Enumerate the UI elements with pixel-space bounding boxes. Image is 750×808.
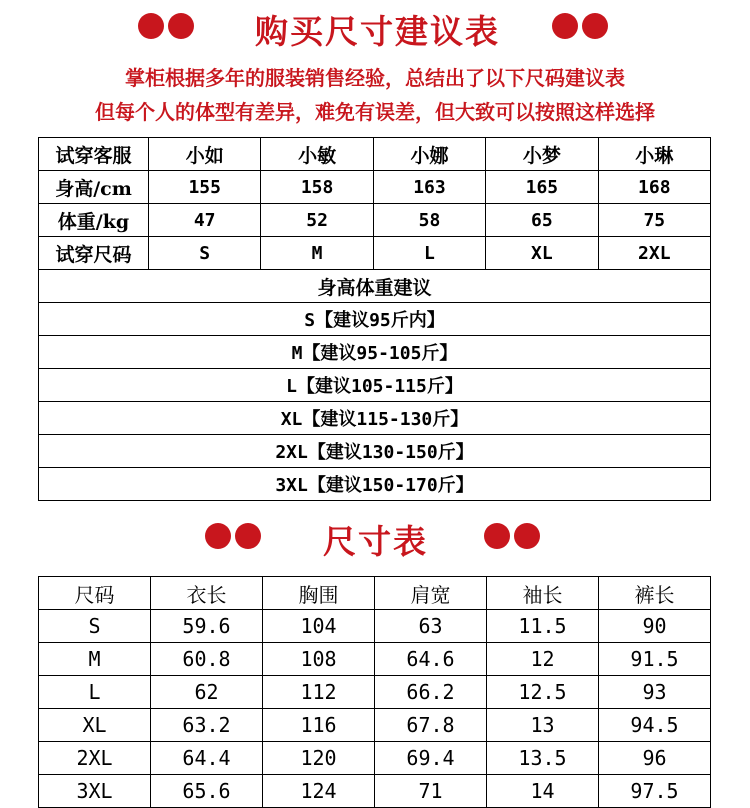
table-cell: 63.2 (151, 709, 263, 742)
intro-line-2: 但每个人的体型有差异，难免有误差，但大致可以按照这样选择 (95, 100, 655, 124)
table-cell: 97.5 (599, 775, 711, 808)
fit-weight-row (39, 204, 711, 237)
table-cell: 52 (261, 204, 373, 237)
size-title-dot-left (205, 523, 261, 553)
table-cell: 75 (598, 204, 710, 237)
table-row (39, 676, 711, 709)
fit-table (38, 137, 711, 501)
table-cell: 112 (263, 676, 375, 709)
intro-line-1: 掌柜根据多年的服装销售经验，总结出了以下尺码建议表 (125, 66, 625, 90)
table-header-cell: 衣长 (151, 577, 263, 610)
table-cell: 91.5 (599, 643, 711, 676)
suggest-row (39, 303, 711, 336)
table-cell: 14 (487, 775, 599, 808)
table-cell: 58 (373, 204, 485, 237)
table-cell: 64.6 (375, 643, 487, 676)
table-cell: 65 (486, 204, 598, 237)
table-cell: 71 (375, 775, 487, 808)
fit-height-row (39, 171, 711, 204)
table-cell: 60.8 (151, 643, 263, 676)
suggest-row (39, 468, 711, 501)
table-cell: M (39, 643, 151, 676)
table-cell: 试穿尺码 (39, 237, 149, 270)
table-cell: 小梦 (486, 138, 598, 171)
table-cell: 13 (487, 709, 599, 742)
table-cell: 2XL (39, 742, 151, 775)
table-cell: 69.4 (375, 742, 487, 775)
table-cell: 163 (373, 171, 485, 204)
suggest-row (39, 369, 711, 402)
table-cell: 11.5 (487, 610, 599, 643)
suggestion-cell: L【建议105-115斤】 (39, 369, 711, 402)
table-row (39, 742, 711, 775)
suggestion-cell: M【建议95-105斤】 (39, 336, 711, 369)
table-cell: 65.6 (151, 775, 263, 808)
table-cell: 116 (263, 709, 375, 742)
table-cell: 67.8 (375, 709, 487, 742)
fit-header-row (39, 138, 711, 171)
table-cell: 小敏 (261, 138, 373, 171)
table-cell: 试穿客服 (39, 138, 149, 171)
table-cell: 158 (261, 171, 373, 204)
suggestion-cell: XL【建议115-130斤】 (39, 402, 711, 435)
table-cell: 124 (263, 775, 375, 808)
table-cell: 120 (263, 742, 375, 775)
page-title: 购买尺寸建议表 (255, 12, 500, 51)
table-row (39, 610, 711, 643)
table-cell: 63 (375, 610, 487, 643)
table-cell: 90 (599, 610, 711, 643)
table-row (39, 775, 711, 808)
table-cell: L (373, 237, 485, 270)
table-cell: 47 (149, 204, 261, 237)
table-cell: 3XL (39, 775, 151, 808)
table-cell: 64.4 (151, 742, 263, 775)
table-cell: L (39, 676, 151, 709)
table-cell: 168 (598, 171, 710, 204)
table-cell: 96 (599, 742, 711, 775)
suggestion-cell: 3XL【建议150-170斤】 (39, 468, 711, 501)
table-cell: 身高/cm (39, 171, 149, 204)
table-cell: 108 (263, 643, 375, 676)
table-cell: 12.5 (487, 676, 599, 709)
table-cell: 2XL (598, 237, 710, 270)
title-dot-right (552, 13, 608, 43)
table-cell: 59.6 (151, 610, 263, 643)
table-header-cell: 胸围 (263, 577, 375, 610)
fit-size-row (39, 237, 711, 270)
table-cell: M (261, 237, 373, 270)
table-cell: 13.5 (487, 742, 599, 775)
table-cell: 体重/kg (39, 204, 149, 237)
size-header-row (39, 577, 711, 610)
table-row (39, 643, 711, 676)
table-cell: 小娜 (373, 138, 485, 171)
table-cell: S (149, 237, 261, 270)
suggest-row (39, 402, 711, 435)
table-row (39, 709, 711, 742)
size-table (38, 576, 711, 808)
table-cell: 小如 (149, 138, 261, 171)
table-cell: 小琳 (598, 138, 710, 171)
title-dot-left (138, 13, 194, 43)
size-title-dot-right (484, 523, 540, 553)
table-header-cell: 肩宽 (375, 577, 487, 610)
table-cell: 165 (486, 171, 598, 204)
suggest-row (39, 435, 711, 468)
table-cell: 94.5 (599, 709, 711, 742)
table-cell: 66.2 (375, 676, 487, 709)
suggest-title-row (39, 270, 711, 303)
suggest-row (39, 336, 711, 369)
table-cell: XL (486, 237, 598, 270)
table-header-cell: 尺码 (39, 577, 151, 610)
table-header-cell: 裤长 (599, 577, 711, 610)
table-cell: XL (39, 709, 151, 742)
table-cell: 12 (487, 643, 599, 676)
table-cell: S (39, 610, 151, 643)
table-cell: 93 (599, 676, 711, 709)
size-chart-title: 尺寸表 (323, 522, 428, 561)
suggestion-cell: 2XL【建议130-150斤】 (39, 435, 711, 468)
suggest-title: 身高体重建议 (39, 270, 711, 303)
table-header-cell: 袖长 (487, 577, 599, 610)
suggestion-cell: S【建议95斤内】 (39, 303, 711, 336)
table-cell: 62 (151, 676, 263, 709)
table-cell: 155 (149, 171, 261, 204)
table-cell: 104 (263, 610, 375, 643)
